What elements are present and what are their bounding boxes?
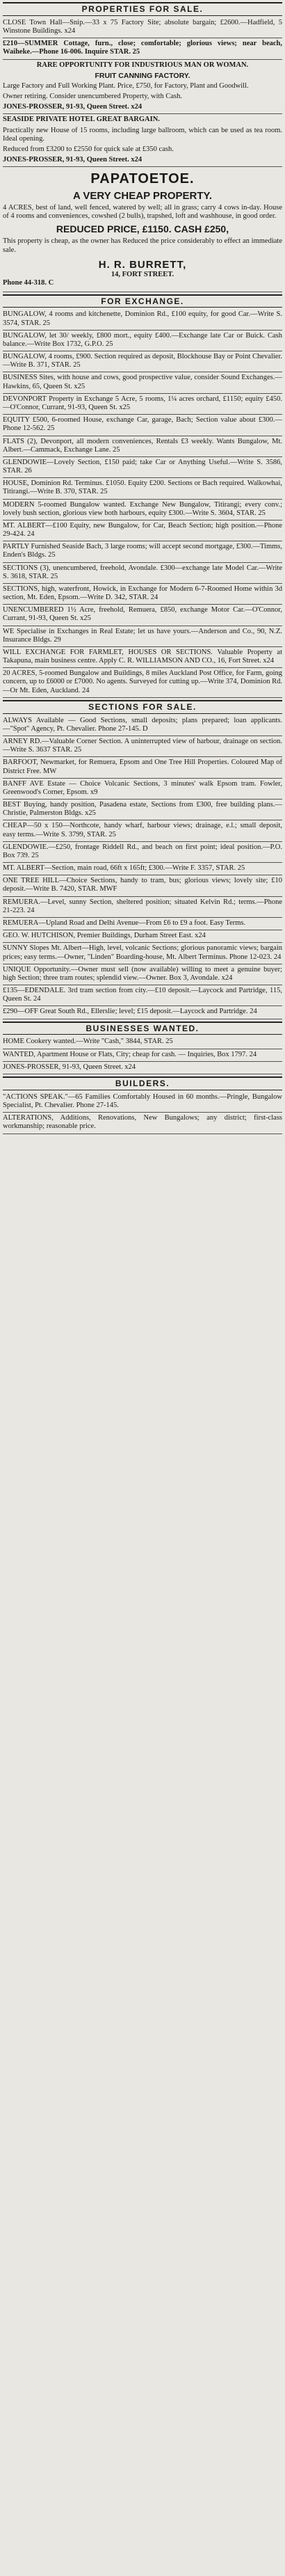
ad-text: GEO. W. HUTCHISON, Premier Buildings, Durham Street East. x24 bbox=[3, 932, 206, 940]
classified-ad bbox=[3, 457, 282, 478]
ad-text: MODERN 5-roomed Bungalow wanted. Exchange New Bungalow, Titirangi; every conv.; lovely bush section, glorious view both harbours, equity £300.—Write S. 3604, STAR. 25 bbox=[3, 500, 282, 517]
classified-ad bbox=[3, 897, 282, 918]
ad-text: UNIQUE Opportunity.—Owner must sell (now available) willing to meet a genuine buyer; high Section; three tram routes; splendid view.—Owner. Box 3, Avondale. x24 bbox=[3, 965, 282, 982]
ad-text: WILL EXCHANGE FOR FARMLET, HOUSES OR SECTIONS. Valuable Property at Takapuna, main business centre. Apply C. R. WILLIAMSON AND CO., 16, Fort Street. x24 bbox=[3, 648, 282, 665]
section-heading-builders: BUILDERS. bbox=[3, 1076, 282, 1090]
classified-ad bbox=[3, 820, 282, 841]
ad-text: UNENCUMBERED 1½ Acre, freehold, Remuera, £850, exchange Motor Car.—O'Connor, Currant, 91-93, Queen St. x25 bbox=[3, 606, 282, 623]
ad-text: FLATS (2), Devonport, all modern conveniences, Rentals £3 weekly. Wants Bungalow, Mt. Albert.—Cammack, Exchange Lane. 25 bbox=[3, 437, 282, 454]
classified-ad bbox=[3, 863, 282, 875]
classified-ad bbox=[3, 478, 282, 499]
ad-text: BARFOOT, Newmarket, for Remuera, Epsom and One Tree Hill Properties. Coloured Map of District Free. MW bbox=[3, 758, 282, 775]
ad-text: BANFF AVE Estate — Choice Volcanic Sections, 3 minutes' walk Epsom tram. Fowler, Greenwood's Corner, Epsom. x9 bbox=[3, 779, 282, 796]
ad-text: ALWAYS Available — Good Sections, small deposits; plans prepared; loan applicants.—"Spot" Agency, Pt. Chevalier. Phone 27-145. D bbox=[3, 716, 282, 733]
classified-ad bbox=[3, 1049, 282, 1062]
classified-ad bbox=[3, 943, 282, 964]
classified-ad bbox=[3, 584, 282, 605]
classified-ad bbox=[3, 394, 282, 415]
classified-ad-fruit-canning: RARE OPPORTUNITY FOR INDUSTRIOUS MAN OR WOMAN. FRUIT CANNING FACTORY. Large Factory and Full Working Plant. Price, £750, for Factory, Plant and Goodwill. Owner retiring. Consider unencumbered Property, with Cash. JONES-PROSSER, 91-93, Queen Street. x24 bbox=[3, 60, 282, 115]
exchange-ad-list bbox=[3, 309, 282, 697]
classified-ad bbox=[3, 1036, 282, 1049]
classified-ad bbox=[3, 436, 282, 457]
ad-text: SECTIONS (3), unencumbered, freehold, Avondale. £300—exchange late Model Car.—Write S. 3618, STAR. 25 bbox=[3, 564, 282, 580]
ad-text: GLENDOWIE—Lovely Section, £150 paid; take Car or Anything Useful.—Write S. 3586, STAR. 26 bbox=[3, 458, 282, 475]
ad-text: BUNGALOW, 4 rooms and kitchenette, Dominion Rd., £100 equity, for good Car.—Write S. 3574, STAR. 25 bbox=[3, 310, 282, 327]
classified-ad bbox=[3, 930, 282, 943]
classified-ad bbox=[3, 757, 282, 778]
sections-ad-list bbox=[3, 715, 282, 1019]
classified-ad bbox=[3, 605, 282, 626]
classified-ad-papatoetoe: PAPATOETOE. A VERY CHEAP PROPERTY. 4 ACRES, best of land, well fenced, watered by well; all in grass; carry 4 cows in-day. House of 4 rooms and conveniences, cowshed (2 bulls), trapshed, loft and washhouse, in good order. REDUCED PRICE, £1150. CASH £250, This property is cheap, as the owner has Reduced the price considerably to effect an immediate sale. H. R. BURRETT, 14, FORT STREET. Phone 44-318. C bbox=[3, 167, 282, 292]
ad-text: ARNEY RD.—Valuable Corner Section. A uninterrupted view of harbour, drainage on section.—Write S. 3637 STAR. 25 bbox=[3, 738, 282, 754]
classified-ad bbox=[3, 415, 282, 436]
classified-ad: CLOSE Town Hall—Snip.—33 x 75 Factory Site; absolute bargain; £2600.—Hadfield, 5 Winstone Buildings. x24 bbox=[3, 17, 282, 38]
classified-ad bbox=[3, 351, 282, 372]
builders-ad-list bbox=[3, 1092, 282, 1134]
ad-text: HOUSE, Dominion Rd. Terminus. £1050. Equity £200. Sections or Bach required. Walkowhai, Titirangi.—Write B. 370, STAR. 25 bbox=[3, 479, 282, 496]
classified-ad bbox=[3, 715, 282, 736]
ad-text: PARTLY Furnished Seaside Bach, 3 large rooms; will accept second mortgage, £300.—Timms, Enden's Bldgs. 25 bbox=[3, 543, 282, 559]
classified-ad bbox=[3, 842, 282, 863]
ad-text: ONE TREE HILL—Choice Sections, handy to tram, bus; glorious views; lovely site; £10 deposit.—Write B. 7420, STAR. MWF bbox=[3, 877, 282, 893]
classified-ad bbox=[3, 1062, 282, 1074]
ad-text: "ACTIONS SPEAK."—65 Families Comfortably Housed in 60 months.—Pringle, Bungalow Specialist, Pt. Chevalier. Phone 27-145. bbox=[3, 1092, 282, 1110]
ad-text: WANTED, Apartment House or Flats, City; cheap for cash. — Inquiries, Box 1797. 24 bbox=[3, 1050, 257, 1058]
classified-ad bbox=[3, 985, 282, 1006]
ad-text: DEVONPORT Property in Exchange 5 Acre, 5 rooms, 1¼ acres orchard, £1150; equity £450.—O'Connor, Currant, 91-93, Queen St. x25 bbox=[3, 395, 282, 411]
classified-ad bbox=[3, 500, 282, 520]
classified-ad bbox=[3, 563, 282, 584]
classified-ad bbox=[3, 626, 282, 647]
ad-text: JONES-PROSSER, 91-93, Queen Street. x24 bbox=[3, 1063, 136, 1071]
classified-ad bbox=[3, 918, 282, 930]
classified-ad bbox=[3, 875, 282, 896]
ad-text: WE Specialise in Exchanges in Real Estate; let us have yours.—Anderson and Co., 90, N.Z. Insurance Bldgs. 29 bbox=[3, 627, 282, 644]
ad-text: BUSINESS Sites, with house and cows, good prospective value, consider Sound Exchanges.—Hawkins, 65, Queen St. x25 bbox=[3, 374, 282, 390]
ad-text: SECTIONS, high, waterfront, Howick, in Exchange for Modern 6-7-Roomed Home within 3d section, Mt. Eden, Epsom.—Write D. 342, STAR. 24 bbox=[3, 585, 282, 602]
section-heading-properties: PROPERTIES FOR SALE. bbox=[3, 2, 282, 16]
classified-ad bbox=[3, 1006, 282, 1019]
ad-text: 20 ACRES, 5-roomed Bungalow and Buildings, 8 miles Auckland Post Office, for Farm, going concern, up to £6000 or £7000. No agents. Surveyed for cutting up.—Write 374, Dominion Rd.—Or Mt. Eden, Auckland. 24 bbox=[3, 669, 282, 694]
ad-text: CHEAP—50 x 150—Northcote, handy wharf, harbour views; drainage, e.l.; small deposit, easy terms.—Write S. 3799, STAR. 25 bbox=[3, 822, 282, 838]
ad-text: REMUERA.—Level, sunny Section, sheltered position; situated Kelvin Rd.; terms.—Phone 21-223. 24 bbox=[3, 898, 282, 914]
ad-text: £135—EDENDALE. 3rd tram section from city.—£10 deposit.—Laycock and Partridge, 115, Queen St. 24 bbox=[3, 987, 282, 1003]
classified-ad bbox=[3, 800, 282, 820]
classified-ad bbox=[3, 520, 282, 541]
business-ad-list bbox=[3, 1036, 282, 1074]
ad-text: MT. ALBERT—Section, main road, 66ft x 165ft; £300.—Write F. 3357, STAR. 25 bbox=[3, 864, 245, 873]
classified-ad bbox=[3, 541, 282, 562]
section-heading-exchange: FOR EXCHANGE. bbox=[3, 294, 282, 308]
classified-ad bbox=[3, 647, 282, 668]
ad-text: GLENDOWIE.—£250, frontage Riddell Rd., and beach on first point; ideal position.—P.O. Box 739. 25 bbox=[3, 843, 282, 859]
classified-ad bbox=[3, 331, 282, 351]
classified-ad: £210—SUMMER Cottage, furn., close; comfortable; glorious views; near beach, Waiheke.—Phone 16-006. Inquire STAR. 25 bbox=[3, 38, 282, 59]
classified-ad bbox=[3, 668, 282, 698]
classified-ad bbox=[3, 372, 282, 393]
ad-text: HOME Cookery wanted.—Write "Cash," 3844, STAR. 25 bbox=[3, 1037, 173, 1046]
classified-ad bbox=[3, 1092, 282, 1113]
ad-text: £290—OFF Great South Rd., Ellerslie; level; £15 deposit.—Laycock and Partridge. 24 bbox=[3, 1008, 257, 1016]
ad-text: ALTERATIONS, Additions, Renovations, New Bungalows; any district; first-class workmanship; reasonable price. bbox=[3, 1114, 282, 1131]
section-heading-sections: SECTIONS FOR SALE. bbox=[3, 700, 282, 714]
classified-ad-seaside-hotel: SEASIDE PRIVATE HOTEL GREAT BARGAIN. Practically new House of 15 rooms, including large ballroom, which can be used as tea room. Ideal opening. Reduced from £3200 to £2550 for quick sale at £350 cash. JONES-PROSSER, 91-93, Queen Street. x24 bbox=[3, 114, 282, 167]
classified-ad bbox=[3, 779, 282, 800]
classified-ad bbox=[3, 736, 282, 757]
section-heading-businesses: BUSINESSES WANTED. bbox=[3, 1021, 282, 1035]
classified-ad bbox=[3, 309, 282, 330]
classified-ad bbox=[3, 964, 282, 985]
ad-text: BUNGALOW, let 30/ weekly, £800 mort., equity £400.—Exchange late Car or Buick. Cash balance.—Write Box 1732, G.P.O. 25 bbox=[3, 331, 282, 348]
ad-text: EQUITY £500, 6-roomed House, exchange Car, garage, Bach; Section value about £300.—Phone 12-562. 25 bbox=[3, 416, 282, 433]
ad-text: BEST Buying, handy position, Pasadena estate, Sections from £300, free building plans.—Christie, Palmerston Bldgs. x25 bbox=[3, 801, 282, 818]
ad-text: MT. ALBERT—£100 Equity, new Bungalow, for Car, Beach Section; high position.—Phone 29-424. 24 bbox=[3, 521, 282, 539]
ad-text: REMUERA—Upland Road and Delhi Avenue—From £6 to £9 a foot. Easy Terms. bbox=[3, 919, 246, 927]
classified-ad bbox=[3, 1113, 282, 1134]
ad-text: BUNGALOW, 4 rooms, £900. Section required as deposit, Blockhouse Bay or Point Chevalier.—Write B. 371, STAR. 25 bbox=[3, 353, 282, 369]
ad-text: SUNNY Slopes Mt. Albert—High, level, volcanic Sections; glorious panoramic views; bargain prices; easy terms.—Owner, "Linden" Boarding-house, Mt. Albert Terminus. Phone 12-023. 24 bbox=[3, 944, 282, 961]
